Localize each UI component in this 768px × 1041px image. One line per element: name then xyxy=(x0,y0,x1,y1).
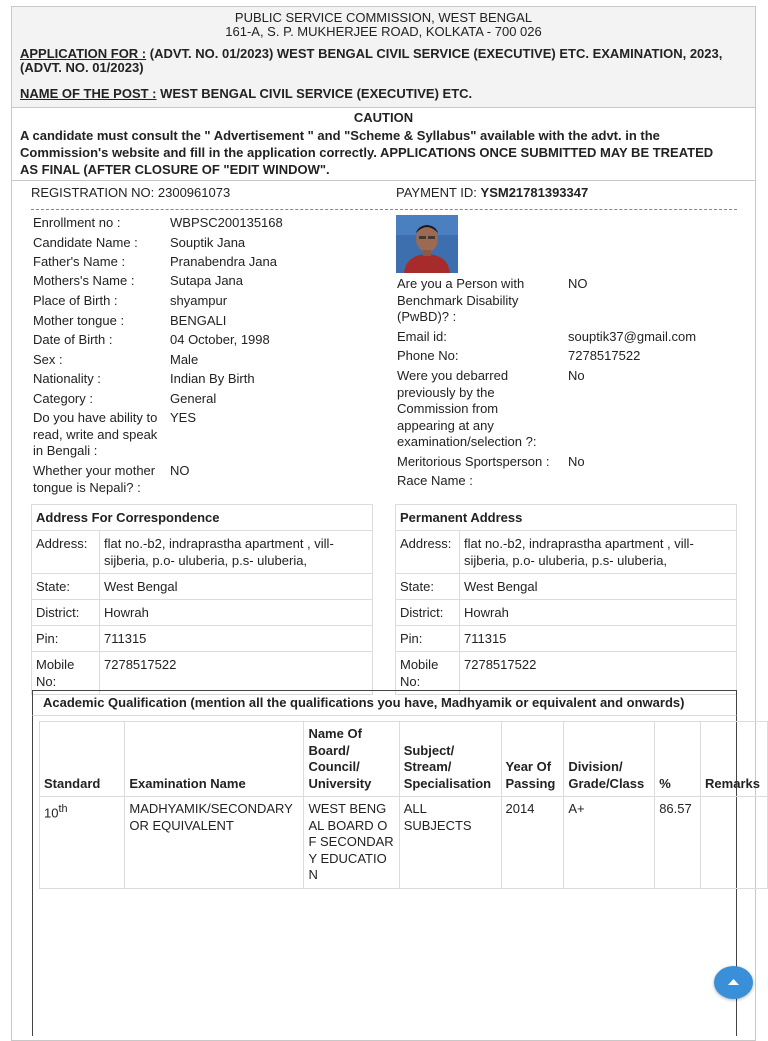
debarred-value: No xyxy=(568,368,585,383)
dob-label: Date of Birth : xyxy=(33,332,113,347)
perm-state-label: State: xyxy=(396,574,460,600)
row-division: A+ xyxy=(564,797,655,889)
perm-pin-label: Pin: xyxy=(396,626,460,652)
father-name-value: Pranabendra Jana xyxy=(170,254,277,269)
row-standard xyxy=(40,797,125,889)
row-year: 2014 xyxy=(501,797,564,889)
corr-district-label: District: xyxy=(32,600,100,626)
sportsperson-value: No xyxy=(568,454,585,469)
caution-text: A candidate must consult the " Advertisement " and "Scheme & Syllabus" available with the advt. in the Commission's website and fill in the application correctly. APPLICATIONS ONCE SUBMITTED MAY BE TREATED AS FINAL (AFTER CLOSURE OF "EDIT WINDOW". xyxy=(20,128,714,177)
corr-pin-label: Pin: xyxy=(32,626,100,652)
commission-name: PUBLIC SERVICE COMMISSION, WEST BENGAL xyxy=(234,10,533,25)
divider xyxy=(31,209,737,210)
perm-district-label: District: xyxy=(396,600,460,626)
sex-value: Male xyxy=(170,352,199,367)
mother-name-value: Sutapa Jana xyxy=(170,273,244,288)
academic-title: Academic Qualification (mention all the qualifications you have, Madhyamik or equivalent and onwards) xyxy=(32,690,737,716)
mother-name-label: Mothers's Name : xyxy=(33,273,135,288)
corr-pin-value: 711315 xyxy=(100,626,373,652)
application-for xyxy=(20,47,747,75)
corr-district-value: Howrah xyxy=(100,600,373,626)
registration-no xyxy=(31,185,230,200)
candidate-name-value: Souptik Jana xyxy=(170,235,246,250)
debarred-label: Were you debarred previously by the Commission from appearing at any examination/selection ?: xyxy=(397,368,537,449)
row-subject: ALL SUBJECTS xyxy=(399,797,501,889)
payment-id xyxy=(396,185,588,200)
perm-address-value: flat no.-b2, indraprastha apartment , vill-sijberia, p.o- uluberia, p.s- uluberia, xyxy=(460,531,737,574)
academic-table xyxy=(39,721,768,889)
pwbd-label: Are you a Person with Benchmark Disability (PwBD)? : xyxy=(397,276,525,324)
sex-label: Sex : xyxy=(33,352,63,367)
post-value: WEST BENGAL CIVIL SERVICE (EXECUTIVE) ETC. xyxy=(156,86,473,101)
avatar-icon xyxy=(396,215,458,273)
chevron-up-icon xyxy=(714,966,753,999)
nepali-tongue-label: Whether your mother tongue is Nepali? : xyxy=(33,463,156,495)
corr-address-value: flat no.-b2, indraprastha apartment , vill-sijberia, p.o- uluberia, p.s- uluberia, xyxy=(100,531,373,574)
row-remarks xyxy=(701,797,768,889)
payment-value: YSM21781393347 xyxy=(480,185,589,200)
caution-panel xyxy=(11,108,756,181)
pwbd-value: NO xyxy=(568,276,588,291)
nepali-tongue-value: NO xyxy=(170,463,190,478)
col-standard: Standard xyxy=(40,722,125,797)
category-label: Category : xyxy=(33,391,93,406)
perm-pin-value: 711315 xyxy=(460,626,737,652)
perm-address-label: Address: xyxy=(396,531,460,574)
phone-value: 7278517522 xyxy=(568,348,641,363)
col-subject: Subject/ Stream/ Specialisation xyxy=(399,722,501,797)
enrollment-label: Enrollment no : xyxy=(33,215,121,230)
commission-address: 161-A, S. P. MUKHERJEE ROAD, KOLKATA - 700 026 xyxy=(225,24,542,39)
permanent-title: Permanent Address xyxy=(396,505,737,531)
nationality-value: Indian By Birth xyxy=(170,371,255,386)
col-remarks: Remarks xyxy=(701,722,768,797)
application-for-value: (ADVT. NO. 01/2023) WEST BENGAL CIVIL SERVICE (EXECUTIVE) ETC. EXAMINATION, 2023, (ADVT. NO. 01/2023) xyxy=(20,46,723,75)
post-label: NAME OF THE POST : xyxy=(20,86,157,101)
col-exam-name: Examination Name xyxy=(125,722,304,797)
registration-label: REGISTRATION NO: xyxy=(31,185,155,200)
phone-label: Phone No: xyxy=(397,348,459,363)
col-division: Division/ Grade/Class xyxy=(564,722,655,797)
mother-tongue-value: BENGALI xyxy=(170,313,227,328)
corr-state-label: State: xyxy=(32,574,100,600)
corr-mobile-label: Mobile No: xyxy=(32,652,100,695)
application-for-label: APPLICATION FOR : xyxy=(20,46,147,61)
birthplace-label: Place of Birth : xyxy=(33,293,118,308)
post-name xyxy=(20,87,747,101)
corr-address-label: Address: xyxy=(32,531,100,574)
row-percent: 86.57 xyxy=(655,797,701,889)
perm-mobile-value: 7278517522 xyxy=(460,652,737,695)
bengali-ability-label: Do you have ability to read, write and speak in Bengali : xyxy=(33,410,158,458)
correspondence-title: Address For Correspondence xyxy=(32,505,373,531)
table-row xyxy=(40,797,768,889)
email-label: Email id: xyxy=(397,329,447,344)
standard-suffix: th xyxy=(58,803,68,815)
enrollment-value: WBPSC200135168 xyxy=(170,215,283,230)
nationality-label: Nationality : xyxy=(33,371,101,386)
bengali-ability-value: YES xyxy=(170,410,197,425)
candidate-photo xyxy=(396,215,458,273)
perm-mobile-label: Mobile No: xyxy=(396,652,460,695)
header-panel xyxy=(11,6,756,108)
scroll-top-button[interactable] xyxy=(714,966,753,999)
row-exam: MADHYAMIK/SECONDARY OR EQUIVALENT xyxy=(125,797,304,889)
payment-label: PAYMENT ID: xyxy=(396,185,477,200)
row-board: WEST BENGAL BOARD OF SECONDARY EDUCATION xyxy=(304,797,399,889)
corr-mobile-value: 7278517522 xyxy=(100,652,373,695)
standard-value: 10 xyxy=(44,805,59,821)
perm-state-value: West Bengal xyxy=(460,574,737,600)
col-percent: % xyxy=(655,722,701,797)
father-name-label: Father's Name : xyxy=(33,254,126,269)
sportsperson-label: Meritorious Sportsperson : xyxy=(397,454,550,469)
dob-value: 04 October, 1998 xyxy=(170,332,270,347)
caution-title: CAUTION xyxy=(353,110,414,125)
race-label: Race Name : xyxy=(397,473,473,488)
col-board: Name Of Board/ Council/ University xyxy=(304,722,399,797)
corr-state-value: West Bengal xyxy=(100,574,373,600)
registration-value: 2300961073 xyxy=(157,185,231,200)
mother-tongue-label: Mother tongue : xyxy=(33,313,125,328)
permanent-address-table xyxy=(395,504,737,695)
category-value: General xyxy=(170,391,217,406)
email-value: souptik37@gmail.com xyxy=(568,329,697,344)
birthplace-value: shyampur xyxy=(170,293,228,308)
col-year: Year Of Passing xyxy=(501,722,564,797)
perm-district-value: Howrah xyxy=(460,600,737,626)
candidate-name-label: Candidate Name : xyxy=(33,235,138,250)
correspondence-address-table xyxy=(31,504,373,695)
